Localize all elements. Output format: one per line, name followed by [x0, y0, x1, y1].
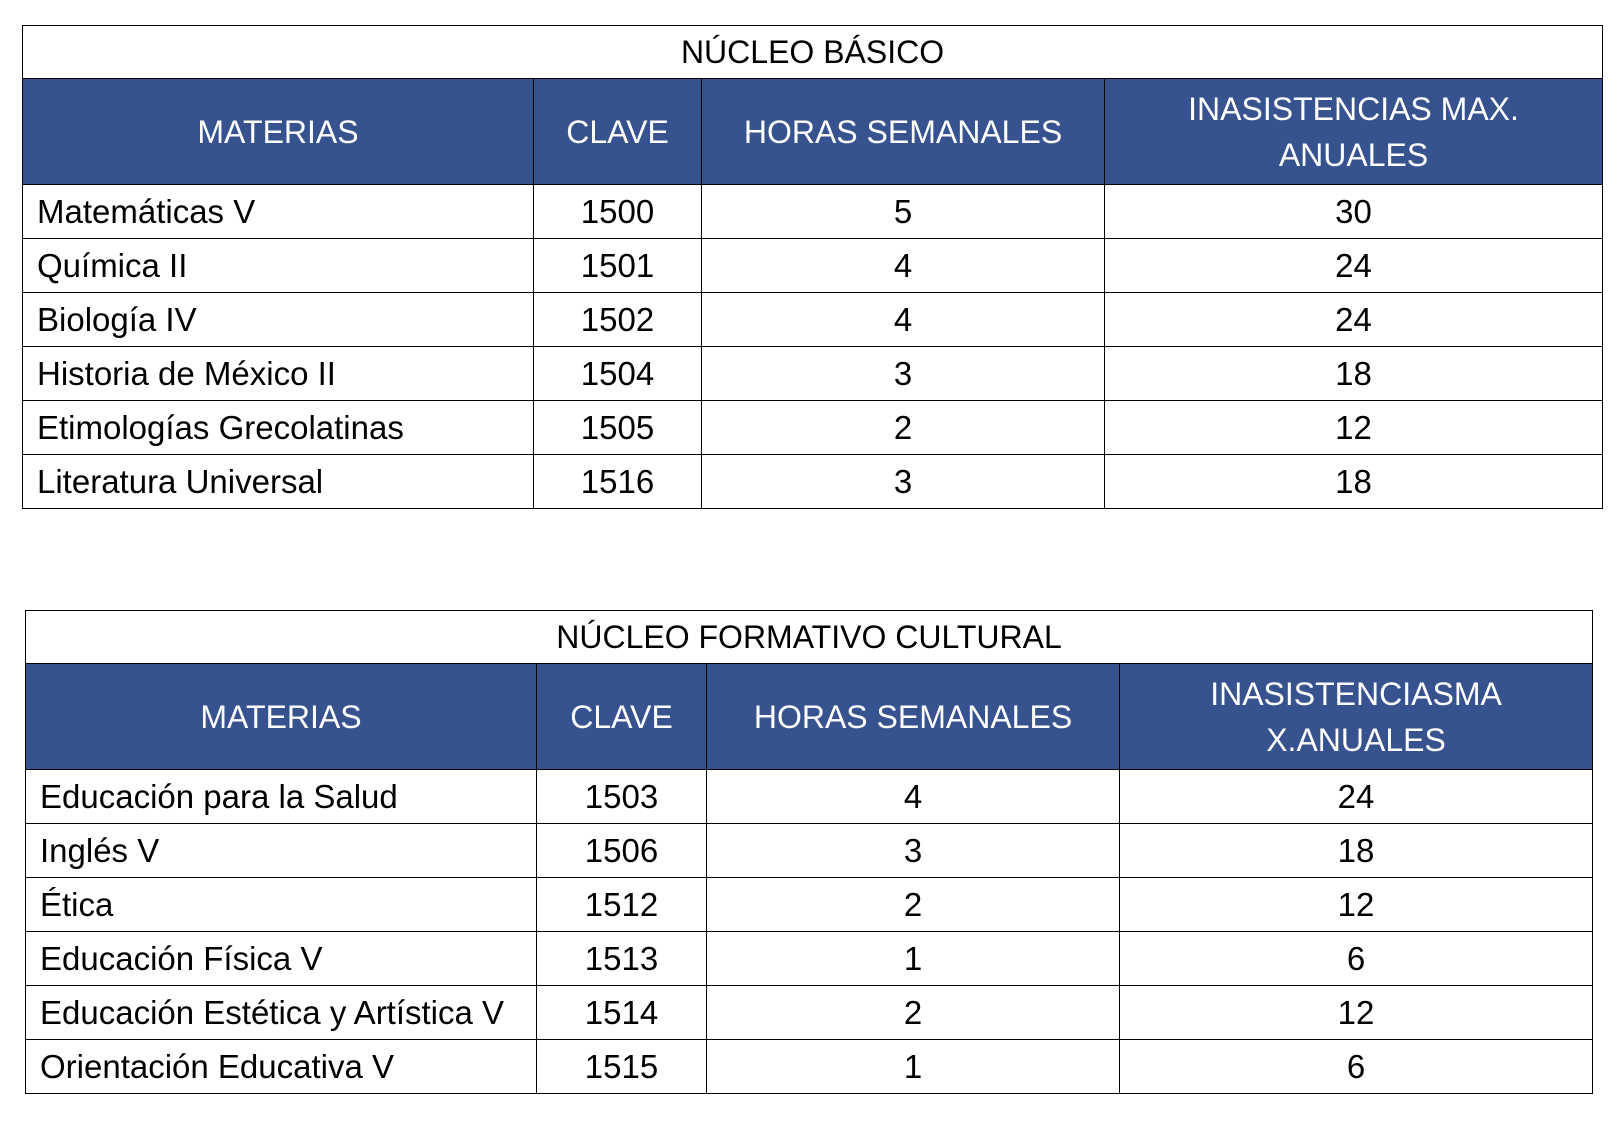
cell-materia: Química II [23, 239, 534, 293]
cell-materia: Historia de México II [23, 347, 534, 401]
cell-inasistencias: 12 [1120, 878, 1593, 932]
cell-materia: Literatura Universal [23, 455, 534, 509]
table-row [26, 878, 1593, 932]
table-row [23, 185, 1603, 239]
cell-materia: Etimologías Grecolatinas [23, 401, 534, 455]
cell-materia: Biología IV [23, 293, 534, 347]
cell-horas: 1 [707, 1040, 1120, 1094]
cell-inasistencias: 24 [1105, 239, 1603, 293]
cell-inasistencias: 24 [1120, 770, 1593, 824]
cell-materia: Matemáticas V [23, 185, 534, 239]
header-clave: CLAVE [534, 79, 702, 185]
cell-clave: 1505 [534, 401, 702, 455]
cell-clave: 1506 [537, 824, 707, 878]
cell-clave: 1501 [534, 239, 702, 293]
cell-materia: Orientación Educativa V [26, 1040, 537, 1094]
cell-inasistencias: 18 [1120, 824, 1593, 878]
cell-inasistencias: 24 [1105, 293, 1603, 347]
cell-materia: Ética [26, 878, 537, 932]
cell-horas: 2 [707, 878, 1120, 932]
header-inasistencias: INASISTENCIASMA X.ANUALES [1120, 664, 1593, 770]
cell-inasistencias: 18 [1105, 455, 1603, 509]
table-title: NÚCLEO BÁSICO [23, 26, 1603, 79]
table-title: NÚCLEO FORMATIVO CULTURAL [26, 611, 1593, 664]
table-row [23, 239, 1603, 293]
table-row [26, 1040, 1593, 1094]
cell-clave: 1513 [537, 932, 707, 986]
cell-clave: 1504 [534, 347, 702, 401]
cell-horas: 3 [707, 824, 1120, 878]
cell-horas: 4 [707, 770, 1120, 824]
cell-materia: Educación para la Salud [26, 770, 537, 824]
cell-inasistencias: 6 [1120, 932, 1593, 986]
cell-materia: Educación Física V [26, 932, 537, 986]
header-materias: MATERIAS [26, 664, 537, 770]
table-row [23, 293, 1603, 347]
nucleo-basico-table [22, 25, 1603, 509]
cell-horas: 2 [707, 986, 1120, 1040]
cell-clave: 1512 [537, 878, 707, 932]
cell-inasistencias: 30 [1105, 185, 1603, 239]
cell-horas: 3 [702, 347, 1105, 401]
cell-clave: 1514 [537, 986, 707, 1040]
table-title-row [26, 611, 1593, 664]
cell-horas: 4 [702, 239, 1105, 293]
header-row [23, 79, 1603, 185]
cell-materia: Educación Estética y Artística V [26, 986, 537, 1040]
table-row [26, 770, 1593, 824]
header-horas-semanales: HORAS SEMANALES [707, 664, 1120, 770]
cell-inasistencias: 12 [1105, 401, 1603, 455]
cell-materia: Inglés V [26, 824, 537, 878]
header-inasistencias: INASISTENCIAS MAX. ANUALES [1105, 79, 1603, 185]
header-row [26, 664, 1593, 770]
table-row [26, 986, 1593, 1040]
cell-inasistencias: 6 [1120, 1040, 1593, 1094]
nucleo-formativo-cultural-table [25, 610, 1593, 1094]
cell-horas: 2 [702, 401, 1105, 455]
cell-horas: 3 [702, 455, 1105, 509]
table-title-row [23, 26, 1603, 79]
table-row [26, 932, 1593, 986]
cell-horas: 1 [707, 932, 1120, 986]
cell-clave: 1515 [537, 1040, 707, 1094]
table-row [23, 347, 1603, 401]
cell-clave: 1500 [534, 185, 702, 239]
cell-clave: 1516 [534, 455, 702, 509]
cell-horas: 4 [702, 293, 1105, 347]
table-row [26, 824, 1593, 878]
cell-inasistencias: 12 [1120, 986, 1593, 1040]
cell-clave: 1503 [537, 770, 707, 824]
header-clave: CLAVE [537, 664, 707, 770]
table-row [23, 455, 1603, 509]
cell-inasistencias: 18 [1105, 347, 1603, 401]
header-materias: MATERIAS [23, 79, 534, 185]
header-horas-semanales: HORAS SEMANALES [702, 79, 1105, 185]
cell-horas: 5 [702, 185, 1105, 239]
cell-clave: 1502 [534, 293, 702, 347]
table-row [23, 401, 1603, 455]
